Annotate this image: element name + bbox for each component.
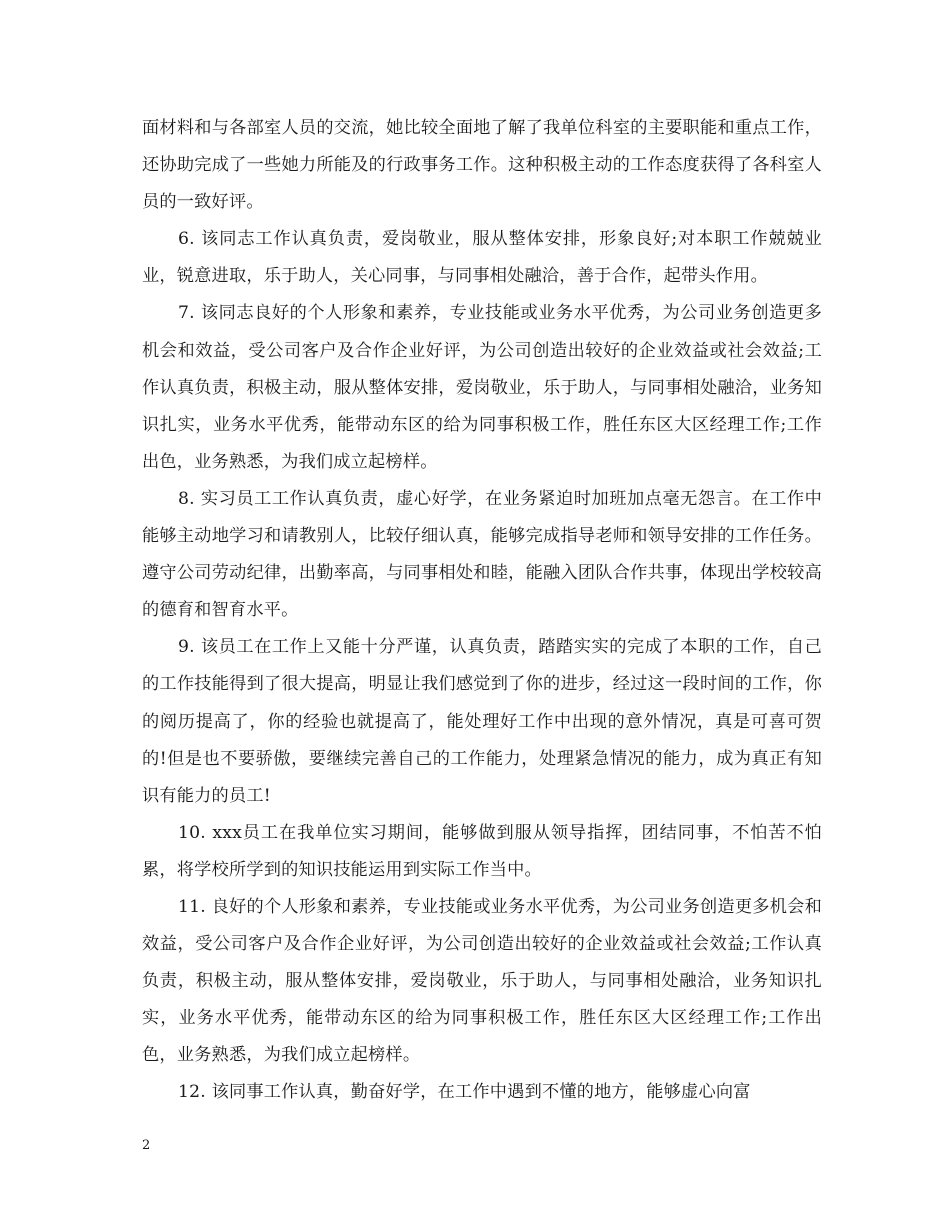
paragraph-item-12: 12. 该同事工作认真，勤奋好学，在工作中遇到不懂的地方，能够虚心向富: [178, 1082, 751, 1103]
document-body: [142, 110, 822, 1112]
paragraph-item-8: 8. 实习员工工作认真负责，虚心好学，在业务紧迫时加班加点毫无怨言。在工作中能够主动地学习和请教别人，比较仔细认真，能够完成指导老师和领导安排的工作任务。遵守公司劳动纪律，出勤率高，与同事相处和睦，能融入团队合作共事，体现出学校较高的德育和智育水平。: [142, 488, 822, 621]
paragraph-item-10: 10. xxx员工在我单位实习期间，能够做到服从领导指挥，团结同事，不怕苦不怕累，将学校所学到的知识技能运用到实际工作当中。: [142, 822, 822, 880]
paragraph-item-9: 9. 该员工在工作上又能十分严谨，认真负责，踏踏实实的完成了本职的工作，自己的工作技能得到了很大提高，明显让我们感觉到了你的进步，经过这一段时间的工作，你的阅历提高了，你的经验也就提高了，能处理好工作中出现的意外情况，真是可喜可贺的!但是也不要骄傲，要继续完善自己的工作能力，处理紧急情况的能力，成为真正有知识有能力的员工!: [142, 637, 822, 806]
paragraph-continuation: 面材料和与各部室人员的交流，她比较全面地了解了我单位科室的主要职能和重点工作，还协助完成了一些她力所能及的行政事务工作。这种积极主动的工作态度获得了各科室人员的一致好评。: [142, 118, 822, 213]
paragraph-item-7: 7. 该同志良好的个人形象和素养，专业技能或业务水平优秀，为公司业务创造更多机会和效益，受公司客户及合作企业好评，为公司创造出较好的企业效益或社会效益;工作认真负责，积极主动，服从整体安排，爱岗敬业，乐于助人，与同事相处融洽，业务知识扎实，业务水平优秀，能带动东区的给为同事积极工作，胜任东区大区经理工作;工作出色，业务熟悉，为我们成立起榜样。: [142, 303, 822, 472]
paragraph-item-11: 11. 良好的个人形象和素养，专业技能或业务水平优秀，为公司业务创造更多机会和效益，受公司客户及合作企业好评，为公司创造出较好的企业效益或社会效益;工作认真负责，积极主动，服从整体安排，爱岗敬业，乐于助人，与同事相处融洽，业务知识扎实，业务水平优秀，能带动东区的给为同事积极工作，胜任东区大区经理工作;工作出色，业务熟悉，为我们成立起榜样。: [142, 896, 822, 1066]
paragraph-item-6: 6. 该同志工作认真负责，爱岗敬业，服从整体安排，形象良好;对本职工作兢兢业业，锐意进取，乐于助人，关心同事，与同事相处融洽，善于合作，起带头作用。: [142, 229, 822, 287]
page-number: 2: [142, 1138, 151, 1153]
